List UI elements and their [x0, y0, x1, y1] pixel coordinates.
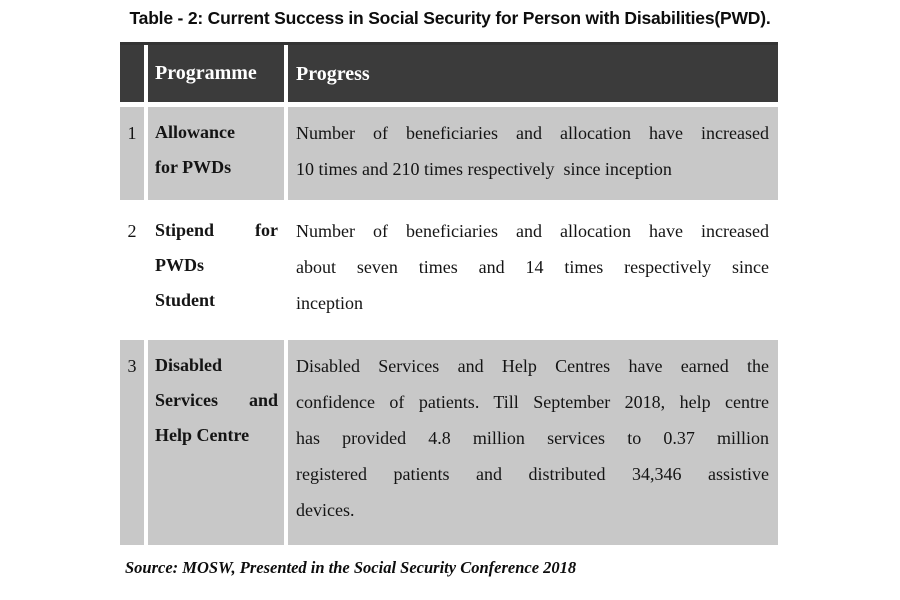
progress-line: Number of beneficiaries and allocation have increased: [296, 123, 769, 143]
table-row: [120, 107, 778, 200]
progress-line: inception: [296, 293, 363, 313]
header-progress-cell: Progress: [288, 42, 778, 102]
row-number: 3: [120, 340, 144, 545]
programme-line: Allowance: [155, 122, 235, 142]
progress-cell: [288, 205, 778, 335]
table-caption: Table - 2: Current Success in Social Security for Person with Disabilities(PWD).: [129, 8, 771, 28]
progress-line: confidence of patients. Till September 2018, help centre: [296, 392, 769, 412]
table-row: [120, 340, 778, 545]
progress-line: Number of beneficiaries and allocation have increased: [296, 221, 769, 241]
data-table: [120, 42, 778, 545]
programme-line: Services and: [155, 390, 278, 410]
programme-line: Stipend for: [155, 220, 278, 240]
table-header-row: [120, 42, 778, 102]
table-row: [120, 205, 778, 335]
header-programme-cell: Programme: [148, 42, 284, 102]
programme-line: Help Centre: [155, 425, 250, 445]
progress-line: about seven times and 14 times respectively since: [296, 257, 769, 277]
programme-line: Disabled: [155, 355, 223, 375]
programme-cell: [148, 205, 284, 335]
progress-cell: [288, 107, 778, 200]
row-number: 2: [127, 221, 137, 241]
programme-line: for PWDs: [155, 157, 232, 177]
progress-line: registered patients and distributed 34,346 assistive: [296, 464, 769, 484]
progress-line: devices.: [296, 500, 355, 520]
programme-line: Student: [155, 290, 216, 310]
progress-line: Disabled Services and Help Centres have earned the: [296, 356, 769, 376]
source-note: Source: MOSW, Presented in the Social Security Conference 2018: [125, 558, 577, 577]
progress-cell: [288, 340, 778, 545]
progress-line: 10 times and 210 times respectively since inception: [296, 159, 672, 179]
programme-line: PWDs: [155, 255, 204, 275]
progress-line: has provided 4.8 million services to 0.37 million: [296, 428, 769, 448]
programme-cell: [148, 340, 284, 545]
row-number: 1: [120, 107, 144, 200]
header-number-cell: [120, 42, 144, 102]
programme-cell: [148, 107, 284, 200]
